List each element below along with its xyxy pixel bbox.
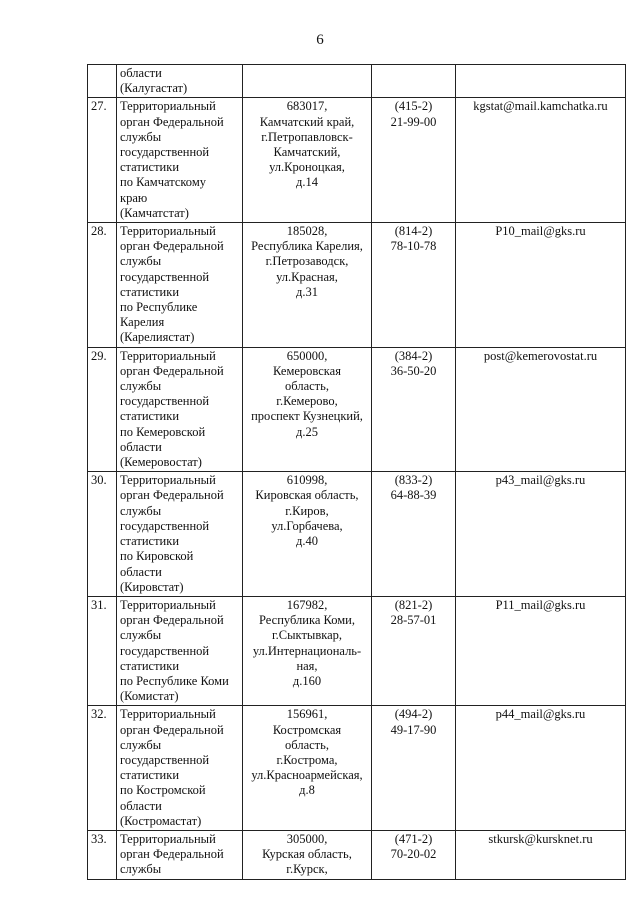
postal-address-line: Костромская xyxy=(272,722,342,737)
row-number: 32. xyxy=(88,706,117,831)
postal-address-line: ул.Горбачева, xyxy=(271,518,343,533)
organization-name-line: области xyxy=(120,66,162,80)
postal-address xyxy=(243,65,372,98)
postal-address-line: г.Курск, xyxy=(286,862,328,877)
postal-address-line: 650000, xyxy=(286,348,328,363)
postal-address-line: д.25 xyxy=(296,424,318,439)
postal-address-line: 683017, xyxy=(286,99,328,114)
postal-address xyxy=(243,472,372,597)
postal-address-line: д.40 xyxy=(296,534,318,549)
email-address: p43_mail@gks.ru xyxy=(456,472,626,597)
organization-name xyxy=(117,830,243,879)
phone-number xyxy=(372,65,456,98)
email-address xyxy=(456,65,626,98)
organization-name-line: Территориальный xyxy=(120,99,216,114)
organization-name-line: (Комистат) xyxy=(120,689,179,704)
postal-address xyxy=(243,98,372,223)
postal-address-line: Курская область, xyxy=(262,847,352,862)
organization-name-line: (Камчатстат) xyxy=(120,205,189,220)
organization-name-line: орган Федеральной xyxy=(120,488,224,503)
organization-name-line: орган Федеральной xyxy=(120,114,224,129)
table-row xyxy=(88,472,626,597)
postal-address-line: г.Сыктывкар, xyxy=(271,628,343,643)
postal-address xyxy=(243,223,372,348)
organization-name-line: Территориальный xyxy=(120,473,216,488)
organization-name-line: орган Федеральной xyxy=(120,239,224,254)
organization-name-line: Территориальный xyxy=(120,597,216,612)
organization-name-line: службы xyxy=(120,129,162,144)
postal-address-line: 156961, xyxy=(286,707,328,722)
phone-number-line: (494-2) xyxy=(394,707,433,722)
phone-number xyxy=(372,596,456,705)
organization-name-line: краю xyxy=(120,190,148,205)
organization-name-line: Территориальный xyxy=(120,707,216,722)
phone-number-line: (384-2) xyxy=(394,348,433,363)
postal-address-line: 610998, xyxy=(286,473,328,488)
organization-name-line: статистики xyxy=(120,409,180,424)
row-number: 27. xyxy=(88,98,117,223)
table-row xyxy=(88,347,626,472)
organization-name-line: орган Федеральной xyxy=(120,847,224,862)
postal-address xyxy=(243,830,372,879)
phone-number xyxy=(372,706,456,831)
registry-table xyxy=(87,64,626,880)
table-row xyxy=(88,65,626,98)
postal-address-line: д.8 xyxy=(299,783,315,798)
postal-address-line: д.14 xyxy=(296,175,318,190)
organization-name-line: (Карелиястат) xyxy=(120,330,195,345)
organization-name xyxy=(117,98,243,223)
postal-address-line: Кировская область, xyxy=(255,488,359,503)
organization-name-line: области xyxy=(120,564,162,579)
phone-number-line: 64-88-39 xyxy=(390,488,437,503)
postal-address-line: г.Петропавловск- xyxy=(261,129,353,144)
phone-number-line: 78-10-78 xyxy=(390,239,437,254)
organization-name-line: государственной xyxy=(120,269,210,284)
table-row xyxy=(88,830,626,879)
organization-name-line: области xyxy=(120,439,162,454)
table-row xyxy=(88,596,626,705)
postal-address-line: д.160 xyxy=(292,673,322,688)
organization-name-line: службы xyxy=(120,254,162,269)
postal-address-line: г.Киров, xyxy=(285,503,329,518)
postal-address-line: Камчатский край, xyxy=(259,114,355,129)
phone-number-line: (471-2) xyxy=(394,831,433,846)
row-number: 30. xyxy=(88,472,117,597)
phone-number xyxy=(372,472,456,597)
postal-address-line: 185028, xyxy=(286,224,328,239)
phone-number-line: 36-50-20 xyxy=(390,363,437,378)
table-row xyxy=(88,223,626,348)
organization-name-line: государственной xyxy=(120,394,210,409)
postal-address-line: г.Кострома, xyxy=(276,752,338,767)
postal-address-line: ул.Кроноцкая, xyxy=(269,160,345,175)
postal-address xyxy=(243,706,372,831)
table-row xyxy=(88,98,626,223)
phone-number xyxy=(372,830,456,879)
organization-name-line: службы xyxy=(120,737,162,752)
organization-name-line: (Кировстат) xyxy=(120,579,184,594)
organization-name-line: службы xyxy=(120,379,162,394)
organization-name-line: по Республике xyxy=(120,300,198,315)
postal-address-line: ул.Красная, xyxy=(276,269,338,284)
organization-name-line: области xyxy=(120,798,162,813)
email-address: kgstat@mail.kamchatka.ru xyxy=(456,98,626,223)
organization-name-line: службы xyxy=(120,862,162,877)
phone-number-line: (814-2) xyxy=(394,224,433,239)
organization-name-line: службы xyxy=(120,628,162,643)
organization-name-line: (Костромастат) xyxy=(120,813,202,828)
organization-name-line: государственной xyxy=(120,643,210,658)
email-address: P11_mail@gks.ru xyxy=(456,596,626,705)
postal-address-line: область, xyxy=(285,379,329,394)
postal-address-line: Республика Карелия, xyxy=(251,239,363,254)
organization-name-line: Территориальный xyxy=(120,224,216,239)
organization-name-line: (Калугастат) xyxy=(120,81,188,96)
phone-number xyxy=(372,347,456,472)
phone-number xyxy=(372,223,456,348)
organization-name-line: по Кемеровской xyxy=(120,424,206,439)
organization-name xyxy=(117,706,243,831)
organization-name xyxy=(117,223,243,348)
phone-number-line: 21-99-00 xyxy=(390,114,437,129)
postal-address-line: г.Петрозаводск, xyxy=(265,254,349,269)
email-address: P10_mail@gks.ru xyxy=(456,223,626,348)
postal-address-line: Республика Коми, xyxy=(259,613,355,628)
organization-name-line: службы xyxy=(120,503,162,518)
postal-address-line: ул.Интернациональ- xyxy=(252,643,362,658)
organization-name-line: Территориальный xyxy=(120,348,216,363)
organization-name-line: государственной xyxy=(120,518,210,533)
organization-name xyxy=(117,472,243,597)
postal-address xyxy=(243,596,372,705)
postal-address-line: д.31 xyxy=(296,284,318,299)
organization-name xyxy=(117,596,243,705)
phone-number-line: 28-57-01 xyxy=(390,613,437,628)
organization-name-line: орган Федеральной xyxy=(120,722,224,737)
row-number: 33. xyxy=(88,830,117,879)
phone-number-line: (415-2) xyxy=(394,99,433,114)
organization-name-line: по Костромской xyxy=(120,783,206,798)
organization-name-line: государственной xyxy=(120,145,210,160)
phone-number-line: (821-2) xyxy=(394,597,433,612)
organization-name-line: (Кемеровостат) xyxy=(120,455,202,470)
organization-name xyxy=(117,65,243,98)
postal-address-line: ная, xyxy=(296,658,318,673)
postal-address-line: г.Кемерово, xyxy=(276,394,338,409)
email-address: stkursk@kursknet.ru xyxy=(456,830,626,879)
email-address: post@kemerovostat.ru xyxy=(456,347,626,472)
phone-number-line: 49-17-90 xyxy=(390,722,437,737)
organization-name-line: статистики xyxy=(120,160,180,175)
page-number: 6 xyxy=(316,32,324,48)
registry-body xyxy=(88,65,626,880)
postal-address xyxy=(243,347,372,472)
organization-name-line: статистики xyxy=(120,534,180,549)
organization-name-line: статистики xyxy=(120,658,180,673)
row-number: 28. xyxy=(88,223,117,348)
postal-address-line: ул.Красноармейская, xyxy=(251,768,363,783)
email-address: p44_mail@gks.ru xyxy=(456,706,626,831)
organization-name-line: государственной xyxy=(120,752,210,767)
postal-address-line: проспект Кузнецкий, xyxy=(251,409,363,424)
row-number xyxy=(88,65,117,98)
postal-address-line: Камчатский, xyxy=(273,145,341,160)
organization-name-line: по Камчатскому xyxy=(120,175,206,190)
organization-name xyxy=(117,347,243,472)
organization-name-line: по Республике Коми xyxy=(120,673,229,688)
organization-name-line: Карелия xyxy=(120,315,165,330)
postal-address-line: 167982, xyxy=(286,597,328,612)
postal-address-line: область, xyxy=(285,737,329,752)
postal-address-line: Кемеровская xyxy=(273,363,341,378)
row-number: 29. xyxy=(88,347,117,472)
organization-name-line: орган Федеральной xyxy=(120,363,224,378)
organization-name-line: статистики xyxy=(120,768,180,783)
organization-name-line: статистики xyxy=(120,284,180,299)
row-number: 31. xyxy=(88,596,117,705)
phone-number-line: 70-20-02 xyxy=(390,847,437,862)
organization-name-line: по Кировской xyxy=(120,549,194,564)
phone-number-line: (833-2) xyxy=(394,473,433,488)
table-row xyxy=(88,706,626,831)
organization-name-line: орган Федеральной xyxy=(120,613,224,628)
postal-address-line: 305000, xyxy=(286,831,328,846)
phone-number xyxy=(372,98,456,223)
organization-name-line: Территориальный xyxy=(120,831,216,846)
